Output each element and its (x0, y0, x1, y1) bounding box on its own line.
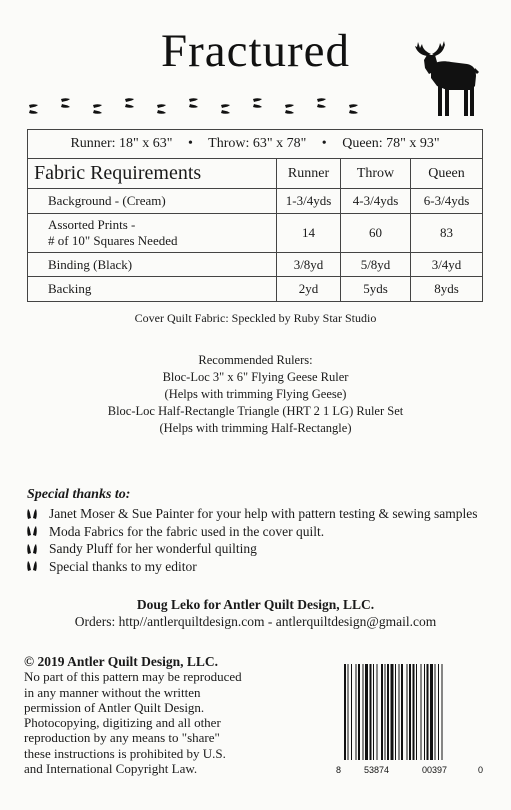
column-header-queen: Queen (411, 158, 483, 189)
pattern-title: Fractured (160, 25, 351, 77)
barcode-bar (381, 664, 383, 760)
barcode-bar (427, 664, 429, 760)
row-label: Assorted Prints - # of 10" Squares Needed (28, 213, 277, 252)
moose-track-icon (27, 560, 49, 572)
cell-value: 3/8yd (277, 252, 341, 277)
copyright-notice (24, 654, 294, 776)
rulers-heading: Recommended Rulers: (198, 353, 313, 367)
moose-silhouette-icon (401, 38, 481, 122)
size-throw: Throw: 63" x 78" (208, 135, 307, 151)
quilt-sizes-row (28, 130, 483, 159)
ruler-line: Bloc-Loc Half-Rectangle Triangle (HRT 2 1 LG) Ruler Set (107, 404, 404, 418)
table-heading: Fabric Requirements (28, 158, 277, 189)
barcode-bar (385, 664, 386, 760)
bullet-separator: • (187, 135, 193, 151)
copyright-line: in any manner without the written (24, 684, 201, 700)
copyright-line: No part of this pattern may be reproduced (24, 669, 242, 685)
upc-barcode (334, 664, 486, 776)
barcode-bar (399, 664, 400, 760)
barcode-bar (363, 664, 364, 760)
orders-line: Orders: http//antlerquiltdesign.com - antlerquiltdesign@gmail.com (74, 614, 437, 629)
barcode-bar (356, 664, 357, 760)
barcode-bar (365, 664, 368, 760)
barcode-bar (377, 664, 378, 760)
copyright-heading: © 2019 Antler Quilt Design, LLC. (24, 654, 218, 669)
copyright-line: reproduction by any means to "share" (24, 730, 220, 746)
copyright-line: permission of Antler Quilt Design. (24, 699, 205, 715)
cell-value: 5/8yd (341, 252, 411, 277)
ruler-line: (Helps with trimming Half-Rectangle) (159, 421, 352, 435)
copyright-line: these instructions is prohibited by U.S. (24, 745, 226, 761)
bullet-separator: • (321, 135, 327, 151)
recommended-rulers (0, 352, 511, 437)
barcode-bar (391, 664, 394, 760)
barcode-bar (401, 664, 403, 760)
moose-track-icon (125, 98, 134, 108)
table-row (28, 213, 483, 252)
table-row (28, 252, 483, 277)
barcode-digits-left: 53874 (364, 765, 390, 775)
barcode-bar (438, 664, 439, 760)
barcode-bar (370, 664, 372, 760)
moose-track-icon (157, 104, 166, 114)
barcode-digit-prefix: 8 (336, 765, 342, 775)
barcode-bar (430, 664, 433, 760)
cell-value: 5yds (341, 277, 411, 302)
moose-track-icon (221, 104, 230, 114)
barcode-bar (442, 664, 443, 770)
row-label: Binding (Black) (28, 252, 277, 277)
cell-value: 2yd (277, 277, 341, 302)
moose-track-icon (189, 98, 198, 108)
list-item: Janet Moser & Sue Painter for your help with pattern testing & sewing samples (27, 505, 497, 523)
cell-value: 4-3/4yds (341, 189, 411, 214)
cell-value: 6-3/4yds (411, 189, 483, 214)
fabric-requirements-table (27, 129, 483, 302)
row-label: Backing (28, 277, 277, 302)
barcode-bar (416, 664, 417, 760)
table-row (28, 189, 483, 214)
cell-value: 8yds (411, 277, 483, 302)
barcode-bar (424, 664, 425, 760)
moose-track-icon (29, 104, 38, 114)
barcode-bar (413, 664, 415, 760)
barcode-digits-right: 00397 (422, 765, 448, 775)
copyright-line: Photocopying, digitizing and all other (24, 715, 221, 731)
moose-track-icon (27, 525, 49, 537)
barcode-bar (435, 664, 436, 760)
barcode-bar (351, 664, 352, 760)
row-label: Background - (Cream) (28, 189, 277, 214)
cell-value: 14 (277, 213, 341, 252)
copyright-line: and International Copyright Law. (24, 761, 198, 777)
moose-track-icon (93, 104, 102, 114)
barcode-digit-check: 0 (478, 765, 484, 775)
moose-tracks-decoration (28, 96, 388, 116)
column-header-runner: Runner (277, 158, 341, 189)
moose-track-icon (61, 98, 70, 108)
cell-value: 83 (411, 213, 483, 252)
ruler-line: (Helps with trimming Flying Geese) (164, 387, 347, 401)
size-runner: Runner: 18" x 63" (70, 135, 173, 151)
moose-track-icon (285, 104, 294, 114)
publisher-credit: Doug Leko for Antler Quilt Design, LLC. (136, 597, 375, 612)
barcode-bar (344, 664, 346, 770)
size-queen: Queen: 78" x 93" (342, 135, 440, 151)
moose-track-icon (27, 508, 49, 520)
cell-value: 60 (341, 213, 411, 252)
cell-value: 1-3/4yds (277, 189, 341, 214)
cell-value: 3/4yd (411, 252, 483, 277)
barcode-bar (387, 664, 389, 760)
moose-track-icon (27, 543, 49, 555)
column-header-throw: Throw (341, 158, 411, 189)
ruler-line: Bloc-Loc 3" x 6" Flying Geese Ruler (162, 370, 349, 384)
barcode-bar (358, 664, 360, 760)
list-item: Sandy Pluff for her wonderful quilting (27, 540, 497, 558)
barcode-bar (373, 664, 374, 760)
barcode-bar (407, 664, 408, 760)
table-row (28, 277, 483, 302)
special-thanks-list (27, 505, 497, 575)
special-thanks-heading: Special thanks to: (27, 487, 131, 502)
moose-track-icon (253, 98, 262, 108)
moose-track-icon (349, 104, 358, 114)
barcode-bar (395, 664, 396, 770)
barcode-bar (409, 664, 411, 760)
cover-fabric-note: Cover Quilt Fabric: Speckled by Ruby Star Studio (134, 311, 377, 325)
barcode-bar (421, 664, 422, 760)
list-item: Moda Fabrics for the fabric used in the cover quilt. (27, 523, 497, 541)
barcode-bar (348, 664, 349, 770)
moose-track-icon (317, 98, 326, 108)
list-item: Special thanks to my editor (27, 558, 497, 576)
